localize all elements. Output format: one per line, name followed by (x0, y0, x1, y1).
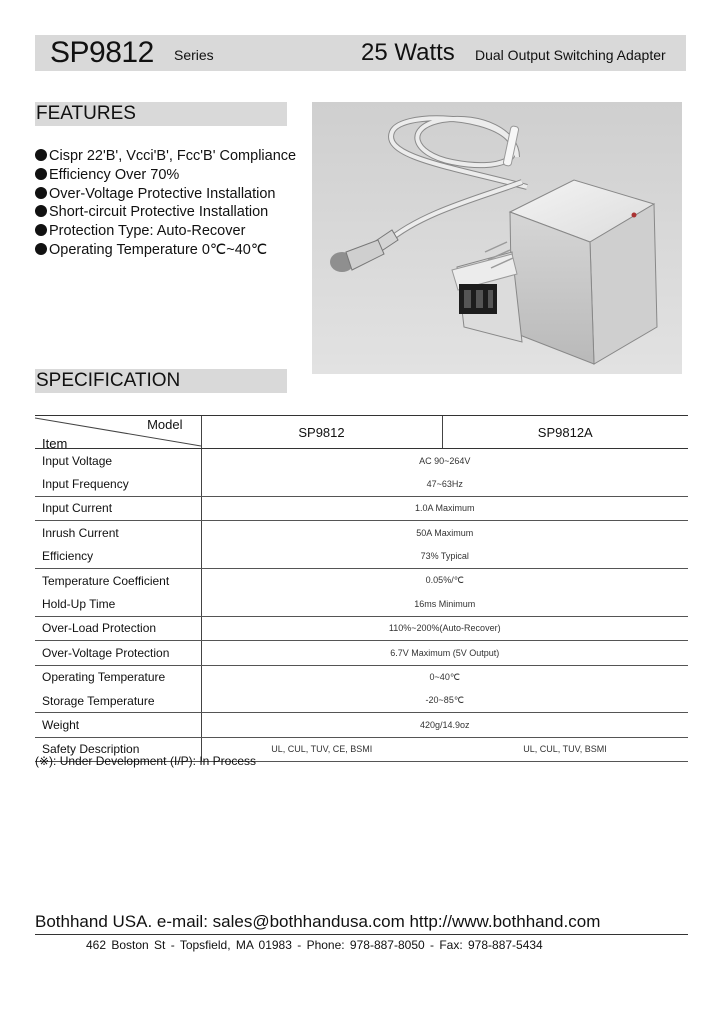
bullet-icon (35, 168, 47, 180)
bullet-icon (35, 224, 47, 236)
footer-contact: Bothhand USA. e-mail: sales@bothhandusa.com http://www.bothhand.com (35, 912, 601, 931)
model-title: SP9812 (50, 36, 154, 69)
footer-divider (35, 934, 688, 935)
note-under-development: (※): Under Development (35, 754, 167, 768)
feature-item: Protection Type: Auto-Recover (35, 222, 296, 241)
power-adapter-illustration (312, 102, 682, 374)
table-header-row (35, 416, 688, 449)
note-in-process: (I/P): In Process (170, 754, 257, 768)
table-row: Storage Temperature -20~85℃ (35, 689, 688, 713)
table-row: Temperature Coefficient 0.05%/℃ (35, 568, 688, 592)
safety-sp9812: UL, CUL, TUV, CE, BSMI (201, 737, 442, 761)
table-row: Over-Voltage Protection 6.7V Maximum (5V Output) (35, 641, 688, 665)
feature-item: Cispr 22'B', Vcci'B', Fcc'B' Compliance (35, 147, 296, 166)
table-row: Over-Load Protection 110%~200%(Auto-Recover) (35, 616, 688, 640)
wattage: 25 Watts (361, 39, 455, 66)
series-label: Series (174, 47, 214, 63)
feature-item: Over-Voltage Protective Installation (35, 185, 296, 204)
bullet-icon (35, 149, 47, 161)
table-row: Weight 420g/14.9oz (35, 713, 688, 737)
feature-item: Efficiency Over 70% (35, 166, 296, 185)
header-corner-cell (35, 416, 201, 449)
bullet-icon (35, 205, 47, 217)
safety-sp9812a: UL, CUL, TUV, BSMI (442, 737, 688, 761)
table-row: Input Current 1.0A Maximum (35, 496, 688, 520)
table-row: Input Frequency 47~63Hz (35, 472, 688, 496)
bullet-icon (35, 243, 47, 255)
feature-item: Short-circuit Protective Installation (35, 203, 296, 222)
table-row: Safety Description UL, CUL, TUV, CE, BSMI UL, CUL, TUV, BSMI (35, 737, 688, 761)
title-bar (35, 35, 686, 71)
table-row: Hold-Up Time 16ms Minimum (35, 592, 688, 616)
features-list (35, 147, 296, 260)
table-row: Input Voltage AC 90~264V (35, 449, 688, 473)
footer-address: 462 Boston St - Topsfield, MA 01983 - Phone: 978-887-8050 - Fax: 978-887-5434 (86, 938, 543, 952)
table-row: Inrush Current 50A Maximum (35, 521, 688, 545)
product-subtitle: Dual Output Switching Adapter (475, 47, 666, 63)
column-header-sp9812: SP9812 (201, 416, 442, 449)
spec-table (35, 415, 688, 762)
header-model-label: Model (147, 417, 183, 432)
table-row: Operating Temperature 0~40℃ (35, 665, 688, 689)
table-row: Efficiency 73% Typical (35, 545, 688, 569)
specification-heading: SPECIFICATION (35, 369, 287, 393)
bullet-icon (35, 187, 47, 199)
product-photo (312, 102, 682, 374)
column-header-sp9812a: SP9812A (442, 416, 688, 449)
feature-item: Operating Temperature 0℃~40℃ (35, 241, 296, 260)
features-heading: FEATURES (35, 102, 287, 126)
header-item-label: Item (42, 436, 68, 451)
